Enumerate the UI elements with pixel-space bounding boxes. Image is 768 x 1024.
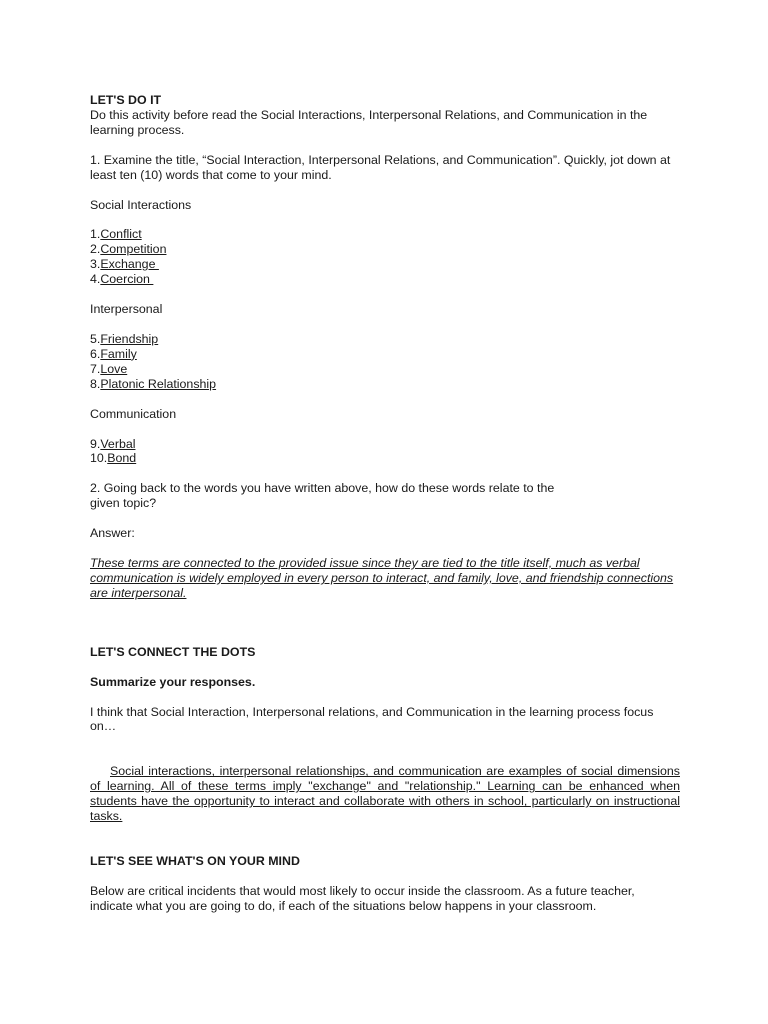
answer-word: Family (100, 346, 137, 361)
question-2-line-1: 2. Going back to the words you have written above, how do these words relate to the (90, 481, 555, 496)
answer-word: Exchange (100, 257, 159, 272)
answer-word: Conflict (100, 227, 142, 242)
answer-word: Bond (107, 451, 137, 466)
list-item: 8.Platonic Relationship (90, 376, 217, 391)
list-item: 2.Competition (90, 242, 167, 257)
answer-word: Friendship (100, 331, 159, 346)
answer-word: Platonic Relationship (100, 376, 217, 391)
answer-text: These terms are connected to the provided issue since they are tied to the title itself, much as verbal communication is widely employed in every person to interact, and family, love, and friendship connections are interpersonal. (90, 556, 674, 600)
list-item: 7.Love (90, 361, 128, 376)
section-heading-connect-dots: LET'S CONNECT THE DOTS (90, 644, 256, 659)
answer-word: Competition (100, 242, 167, 257)
answer-word: Verbal (100, 436, 136, 451)
intro-paragraph: Do this activity before read the Social Interactions, Interpersonal Relations, and Communication in the learning process. (90, 107, 648, 137)
list-item: 3.Exchange (90, 257, 159, 272)
group-label-communication: Communication (90, 406, 177, 421)
summary-response: Social interactions, interpersonal relationships, and communication are examples of social dimensions of learning. All of these terms imply "exchange" and "relationship." Learning can be enhanced when students have the opportunity to interact and collaborate with others in school, particularly on instructional tasks. (90, 764, 680, 824)
list-item: 1.Conflict (90, 227, 142, 242)
group-label-interpersonal: Interpersonal (90, 302, 163, 317)
answer-word: Coercion (100, 272, 154, 287)
list-item: 6.Family (90, 346, 137, 361)
document-content (90, 93, 680, 914)
list-item: 4.Coercion (90, 272, 154, 287)
summarize-subheading: Summarize your responses. (90, 674, 256, 689)
summary-prompt: I think that Social Interaction, Interpersonal relations, and Communication in the learning process focus on… (90, 704, 654, 734)
critical-incidents-intro: Below are critical incidents that would most likely to occur inside the classroom. As a future teacher, indicate what you are going to do, if each of the situations below happens in your classroom. (90, 883, 635, 913)
list-item: 5.Friendship (90, 331, 159, 346)
list-item: 9.Verbal (90, 436, 136, 451)
section-heading-whats-on-mind: LET'S SEE WHAT'S ON YOUR MIND (90, 854, 300, 868)
group-label-social-interactions: Social Interactions (90, 197, 192, 212)
answer-label: Answer: (90, 526, 135, 541)
answer-word: Love (100, 361, 128, 376)
question-2-line-2: given topic? (90, 496, 157, 511)
section-heading-lets-do-it: LET'S DO IT (90, 93, 162, 107)
question-1: 1. Examine the title, “Social Interaction, Interpersonal Relations, and Communication”. Quickly, jot down at least ten (10) words that come to your mind. (90, 152, 671, 182)
list-item: 10.Bond (90, 451, 137, 466)
